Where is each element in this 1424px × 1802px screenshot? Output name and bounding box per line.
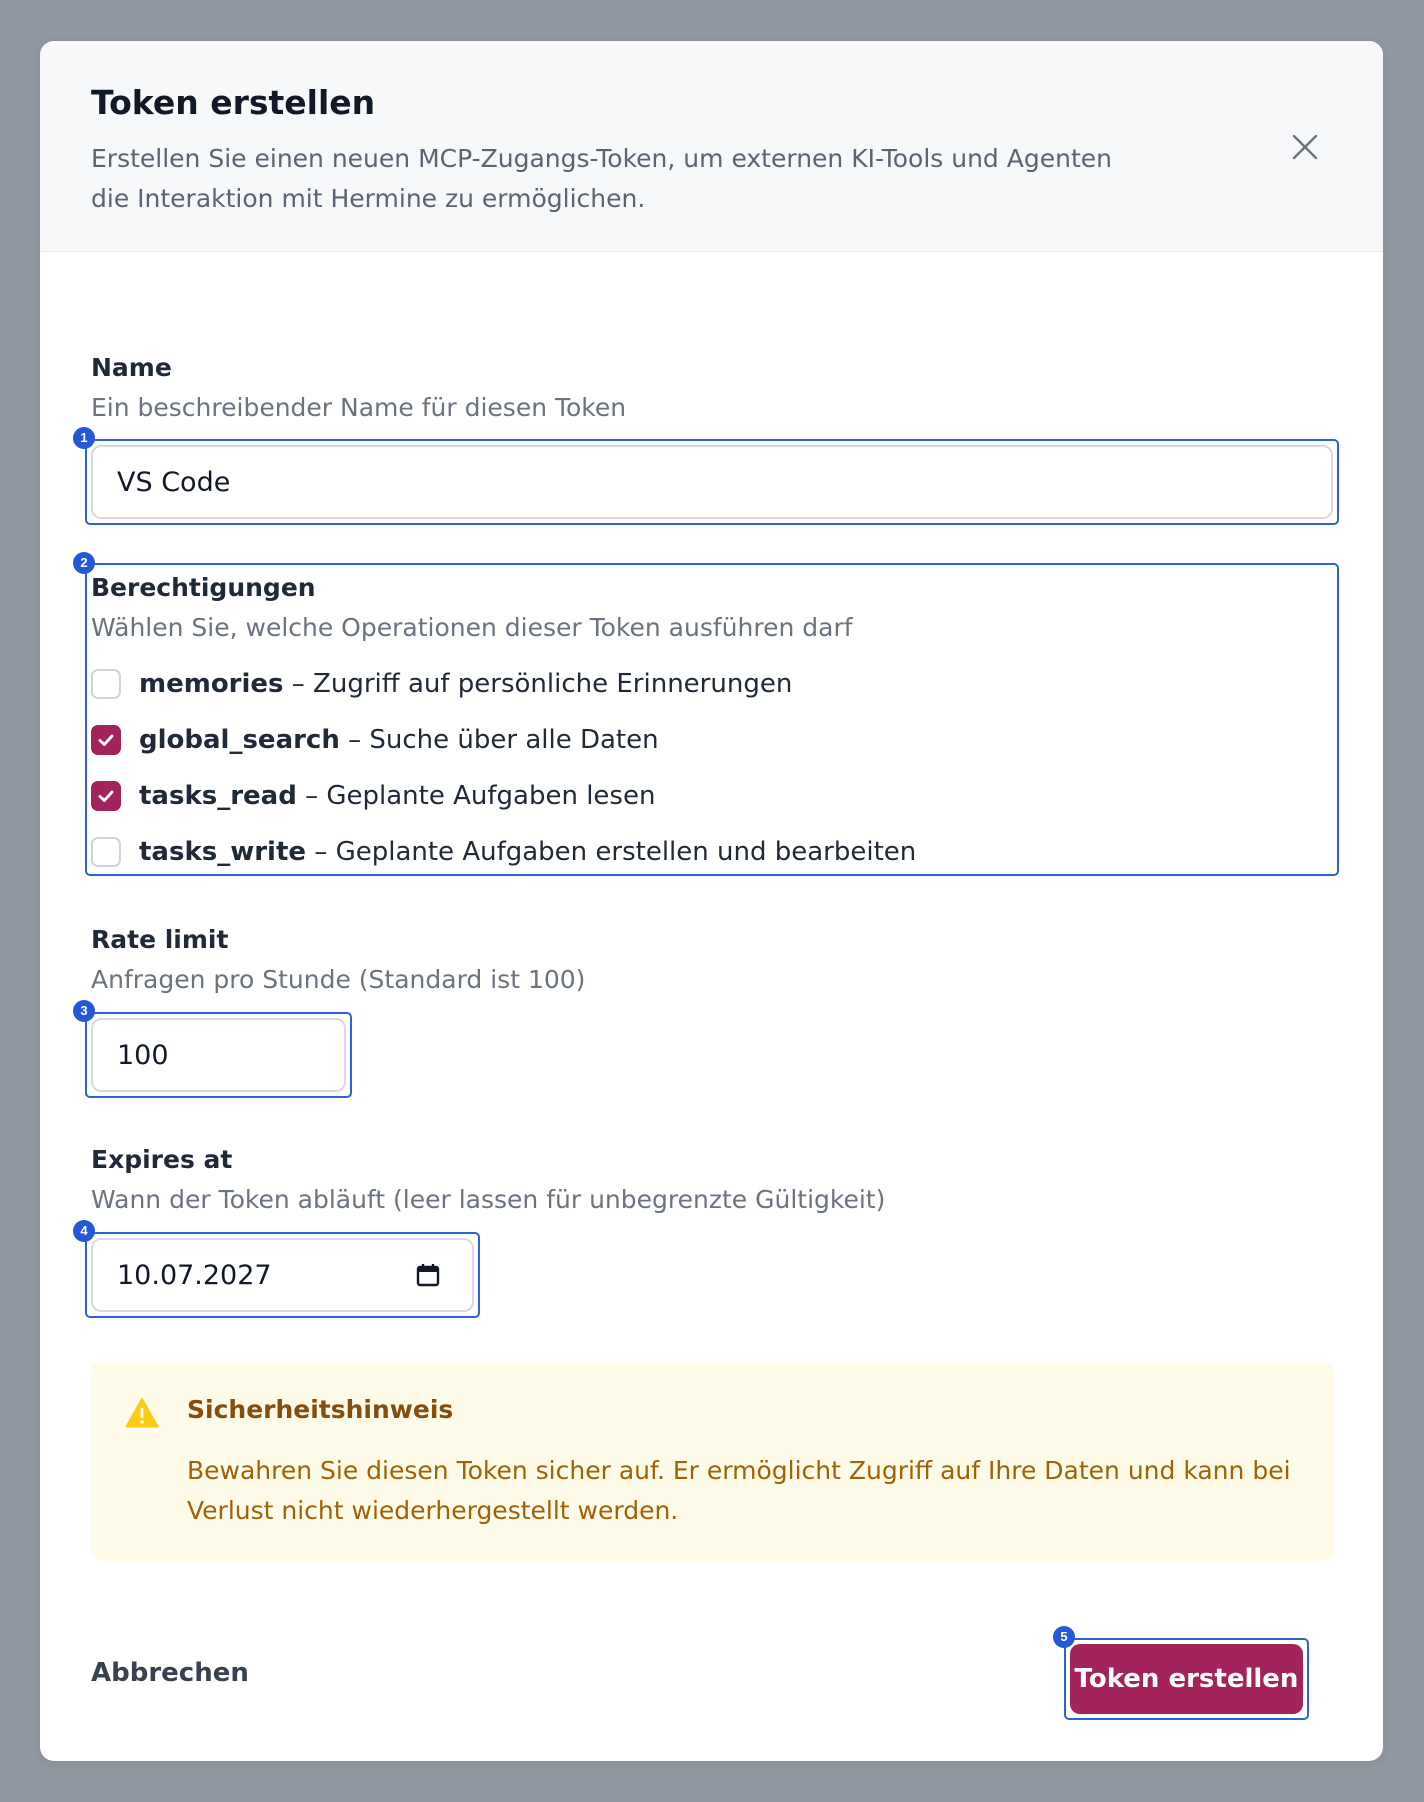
permission-text <box>139 837 916 867</box>
notice-title: Sicherheitshinweis <box>187 1395 454 1424</box>
checkbox-memories[interactable] <box>91 669 121 699</box>
permission-tasks-read[interactable] <box>91 780 655 812</box>
checkmark-icon <box>96 730 116 750</box>
marker-4: 4 <box>73 1220 95 1242</box>
permission-desc: – Suche über alle Daten <box>339 725 659 755</box>
cancel-button[interactable]: Abbrechen <box>91 1658 249 1688</box>
checkbox-global-search[interactable] <box>91 725 121 755</box>
permission-key: global_search <box>139 725 340 755</box>
permission-desc: – Geplante Aufgaben erstellen und bearbeiten <box>306 837 917 867</box>
rate-limit-input[interactable] <box>91 1018 346 1092</box>
permission-desc: – Geplante Aufgaben lesen <box>296 781 656 811</box>
permission-text <box>139 781 655 811</box>
dialog-subtitle: Erstellen Sie einen neuen MCP-Zugangs-Token, um externen KI-Tools und Agenten die Interaktion mit Hermine zu ermöglichen. <box>91 144 1112 213</box>
permission-key: memories <box>139 669 284 699</box>
permission-text <box>139 669 792 699</box>
expires-label: Expires at <box>91 1145 233 1174</box>
create-token-dialog <box>40 41 1383 1761</box>
dialog-header <box>40 41 1383 252</box>
marker-2: 2 <box>73 552 95 574</box>
permissions-highlight <box>85 563 1339 876</box>
permissions-label: Berechtigungen <box>91 573 316 602</box>
close-icon <box>1285 127 1325 167</box>
dialog-title: Token erstellen <box>91 83 376 122</box>
name-hint: Ein beschreibender Name für diesen Token <box>91 393 627 422</box>
permission-key: tasks_read <box>139 781 297 811</box>
permission-memories[interactable] <box>91 668 792 700</box>
marker-3: 3 <box>73 1000 95 1022</box>
calendar-icon <box>413 1260 443 1290</box>
calendar-button[interactable] <box>413 1260 443 1290</box>
rate-limit-hint: Anfragen pro Stunde (Standard ist 100) <box>91 965 586 994</box>
permission-tasks-write[interactable] <box>91 836 916 868</box>
notice-text: Bewahren Sie diesen Token sicher auf. Er ermöglicht Zugriff auf Ihre Daten und kann bei Verlust nicht wiederhergestellt werden. <box>187 1456 1291 1525</box>
checkbox-tasks-write[interactable] <box>91 837 121 867</box>
permission-global-search[interactable] <box>91 724 659 756</box>
name-label: Name <box>91 353 172 382</box>
close-button[interactable] <box>1285 127 1325 167</box>
checkbox-tasks-read[interactable] <box>91 781 121 811</box>
rate-limit-label: Rate limit <box>91 925 229 954</box>
warning-icon <box>125 1397 159 1429</box>
marker-5: 5 <box>1053 1626 1075 1648</box>
create-token-button[interactable]: Token erstellen <box>1070 1644 1303 1714</box>
name-input[interactable] <box>91 445 1333 519</box>
expires-hint: Wann der Token abläuft (leer lassen für unbegrenzte Gültigkeit) <box>91 1185 886 1214</box>
marker-1: 1 <box>73 427 95 449</box>
security-notice <box>91 1361 1334 1561</box>
checkmark-icon <box>96 786 116 806</box>
permission-text <box>139 725 659 755</box>
permissions-hint: Wählen Sie, welche Operationen dieser Token ausführen darf <box>91 613 853 642</box>
permission-desc: – Zugriff auf persönliche Erinnerungen <box>283 669 793 699</box>
permission-key: tasks_write <box>139 837 307 867</box>
